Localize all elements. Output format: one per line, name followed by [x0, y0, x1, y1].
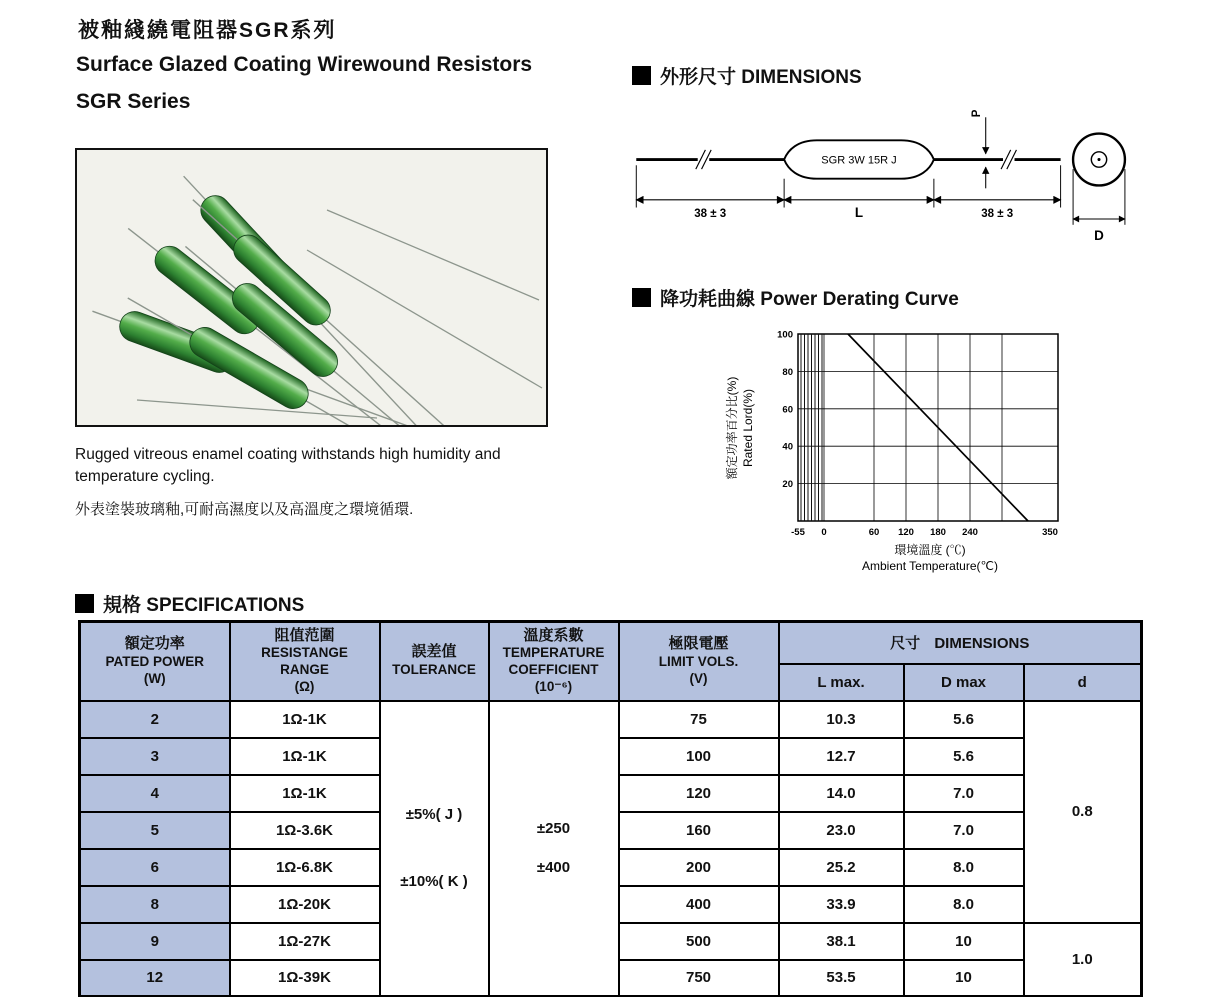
header-line: 溫度系數	[523, 626, 584, 644]
product-photo	[75, 148, 548, 427]
x-axis-label-zh: 環境溫度 (℃)	[894, 543, 966, 557]
header-rated-power	[80, 622, 230, 701]
x-tick: 240	[962, 527, 978, 538]
cell-l-max: 14.0	[779, 775, 904, 812]
cell-tolerance	[380, 701, 489, 997]
header-line: TOLERANCE	[392, 662, 476, 678]
header-limit-volts	[619, 622, 779, 701]
header-dimensions-group: 尺寸 DIMENSIONS	[779, 622, 1142, 664]
cell-l-max: 23.0	[779, 812, 904, 849]
header-line: (V)	[689, 670, 708, 686]
cell-l-max: 38.1	[779, 923, 904, 960]
specifications-heading	[75, 590, 304, 617]
header-line: 誤差值	[411, 643, 457, 661]
cell-l-max: 12.7	[779, 738, 904, 775]
cell-power: 3	[80, 738, 230, 775]
cell-d-max: 10	[904, 923, 1024, 960]
cell-l-max: 25.2	[779, 849, 904, 886]
tolerance-value: ±5%( J )	[405, 806, 463, 824]
cell-power: 5	[80, 812, 230, 849]
cell-range: 1Ω-1K	[230, 775, 380, 812]
x-tick: 0	[821, 527, 827, 538]
page-title-series: SGR Series	[76, 90, 191, 113]
hatch-band	[801, 334, 822, 521]
derating-heading-text: 降功耗曲線 Power Derating Curve	[660, 289, 959, 310]
x-tick: 120	[898, 527, 914, 538]
cell-limit-volts: 75	[619, 701, 779, 738]
header-tolerance	[380, 622, 489, 701]
x-tick: -55	[791, 527, 805, 538]
page-title-zh: 被釉綫繞電阻器SGR系列	[78, 19, 337, 42]
dimensions-heading	[632, 62, 862, 89]
header-line: (Ω)	[294, 679, 315, 695]
black-square-marker	[632, 66, 651, 85]
x-tick-labels	[791, 527, 1058, 538]
temp-coeff-value: ±250	[536, 820, 571, 838]
cell-limit-volts: 160	[619, 812, 779, 849]
cell-l-max: 10.3	[779, 701, 904, 738]
left-lead-dim-label: 38 ± 3	[694, 208, 727, 221]
black-square-marker	[75, 594, 94, 613]
cell-power: 9	[80, 923, 230, 960]
tolerance-value: ±10%( K )	[400, 873, 468, 891]
y-tick: 100	[777, 329, 793, 341]
cell-range: 1Ω-6.8K	[230, 849, 380, 886]
x-tick: 180	[930, 527, 946, 538]
header-l-max: L max.	[779, 664, 904, 701]
cell-power: 6	[80, 849, 230, 886]
cell-l-max: 33.9	[779, 886, 904, 923]
description-en: Rugged vitreous enamel coating withstands high humidity and temperature cycling.	[75, 446, 501, 485]
cell-range: 1Ω-1K	[230, 738, 380, 775]
black-square-marker	[632, 288, 651, 307]
end-view-center-dot	[1097, 158, 1100, 161]
specifications-table	[78, 620, 1143, 997]
cell-d-max: 7.0	[904, 812, 1024, 849]
page-title-en: Surface Glazed Coating Wirewound Resistors	[76, 53, 533, 76]
header-resistance-range	[230, 622, 380, 701]
dimensions-heading-text: 外形尺寸 DIMENSIONS	[660, 67, 862, 88]
header-line: 額定功率	[124, 635, 185, 652]
derating-heading	[632, 284, 959, 311]
cell-power: 8	[80, 886, 230, 923]
header-temp-coefficient	[489, 622, 619, 701]
cell-d-max: 10	[904, 960, 1024, 997]
y-tick-labels	[777, 330, 793, 491]
cell-power: 4	[80, 775, 230, 812]
x-tick: 60	[868, 527, 880, 538]
right-lead-dim-label: 38 ± 3	[981, 208, 1014, 221]
y-axis-label-en: Rated Lord(%)	[741, 388, 755, 468]
cell-limit-volts: 200	[619, 849, 779, 886]
specifications-heading-text: 規格 SPECIFICATIONS	[103, 595, 305, 616]
y-axis-label-zh: 額定功率百分比(%)	[725, 376, 739, 480]
pitch-dim-label: P	[970, 109, 983, 118]
resistor-photo-svg	[77, 150, 546, 425]
cell-limit-volts: 750	[619, 960, 779, 997]
y-tick: 40	[782, 441, 793, 453]
y-tick: 80	[782, 366, 793, 378]
cell-limit-volts: 400	[619, 886, 779, 923]
cell-power: 2	[80, 701, 230, 738]
cell-range: 1Ω-20K	[230, 886, 380, 923]
cell-d-max: 8.0	[904, 849, 1024, 886]
header-line: PATED POWER	[105, 653, 204, 669]
grid-lines	[798, 334, 1058, 521]
header-line: LIMIT VOLS.	[658, 653, 739, 669]
length-dim-label: L	[854, 205, 864, 221]
cell-range: 1Ω-1K	[230, 701, 380, 738]
header-d: d	[1024, 664, 1142, 701]
cell-range: 1Ω-27K	[230, 923, 380, 960]
cell-d-max: 7.0	[904, 775, 1024, 812]
plot-border	[798, 334, 1058, 521]
x-tick: 350	[1042, 527, 1058, 538]
header-line: (10⁻⁶)	[534, 679, 573, 695]
cell-limit-volts: 120	[619, 775, 779, 812]
spec-row	[80, 701, 1142, 738]
cell-l-max: 53.5	[779, 960, 904, 997]
derating-chart	[698, 316, 1138, 578]
cell-d-value: 0.8	[1024, 701, 1142, 923]
cell-temp-coefficient	[489, 701, 619, 997]
x-axis-label-en: Ambient Temperature(℃)	[862, 559, 998, 573]
cell-d-value: 1.0	[1024, 923, 1142, 997]
y-tick: 60	[782, 404, 793, 416]
diameter-dim-label: D	[1094, 228, 1104, 244]
cell-range: 1Ω-39K	[230, 960, 380, 997]
header-line: RANGE	[280, 662, 329, 678]
header-line: RESISTANGE	[261, 645, 348, 661]
cell-limit-volts: 500	[619, 923, 779, 960]
header-row-top	[80, 622, 1142, 664]
cell-d-max: 8.0	[904, 886, 1024, 923]
header-line: COEFFICIENT	[508, 662, 599, 678]
cell-limit-volts: 100	[619, 738, 779, 775]
header-line: TEMPERATURE	[502, 645, 605, 661]
header-line: 極限電壓	[668, 635, 729, 652]
header-line: 阻值范圍	[274, 626, 335, 644]
cell-d-max: 5.6	[904, 738, 1024, 775]
temp-coeff-value: ±400	[536, 859, 571, 877]
cell-range: 1Ω-3.6K	[230, 812, 380, 849]
header-line: (W)	[143, 670, 166, 686]
y-tick: 20	[782, 479, 793, 491]
dimension-drawing	[628, 100, 1138, 268]
description-zh: 外表塗裝玻璃釉,可耐高濕度以及高溫度之環境循環.	[75, 501, 414, 518]
body-marking-label: SGR 3W 15R J	[821, 154, 897, 167]
cell-power: 12	[80, 960, 230, 997]
header-d-max: D max	[904, 664, 1024, 701]
cell-d-max: 5.6	[904, 701, 1024, 738]
